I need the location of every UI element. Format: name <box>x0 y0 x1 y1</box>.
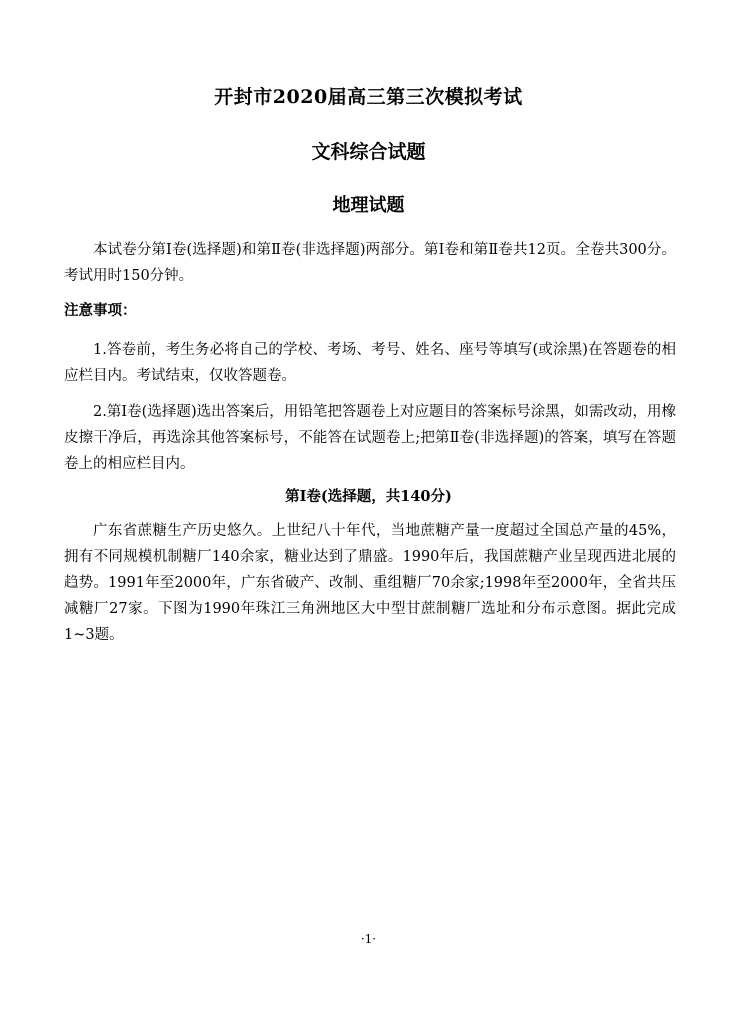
exam-title: 开封市2020届高三第三次模拟考试 <box>214 86 523 108</box>
question-passage: 广东省蔗糖生产历史悠久。上世纪八十年代，当地蔗糖产量一度超过全国总产量的45%，拥有不同规模机制糖厂140余家，糖业达到了鼎盛。1990年后，我国蔗糖产业呈现西进北展的趋势。1991年至2000年，广东省破产、改制、重组糖厂70余家;1998年至2000年，全省共压减糖厂27家。下图为1990年珠江三角洲地区大中型甘蔗制糖厂选址和分布示意图。据此完成1~3题。 <box>64 523 676 643</box>
subject-title: 地理试题 <box>332 195 405 216</box>
notice-item-2: 2.第Ⅰ卷(选择题)选出答案后，用铅笔把答题卷上对应题目的答案标号涂黑，如需改动，用橡皮擦干净后，再选涂其他答案标号，不能答在试题卷上;把第Ⅱ卷(非选择题)的答案，填写在答题卷上的相应栏目内。 <box>64 404 676 472</box>
notice-item-1: 1.答卷前，考生务必将自己的学校、考场、考号、姓名、座号等填写(或涂黑)在答题卷的相应栏目内。考试结束，仅收答题卷。 <box>64 342 676 384</box>
intro-paragraph: 本试卷分第Ⅰ卷(选择题)和第Ⅱ卷(非选择题)两部分。第Ⅰ卷和第Ⅱ卷共12页。全卷共300分。考试用时150分钟。 <box>64 242 676 284</box>
notice-heading: 注意事项： <box>64 302 137 319</box>
section-heading: 第Ⅰ卷(选择题，共140分) <box>285 488 452 505</box>
paper-title: 文科综合试题 <box>311 141 426 163</box>
page-number: ·1· <box>360 932 377 946</box>
